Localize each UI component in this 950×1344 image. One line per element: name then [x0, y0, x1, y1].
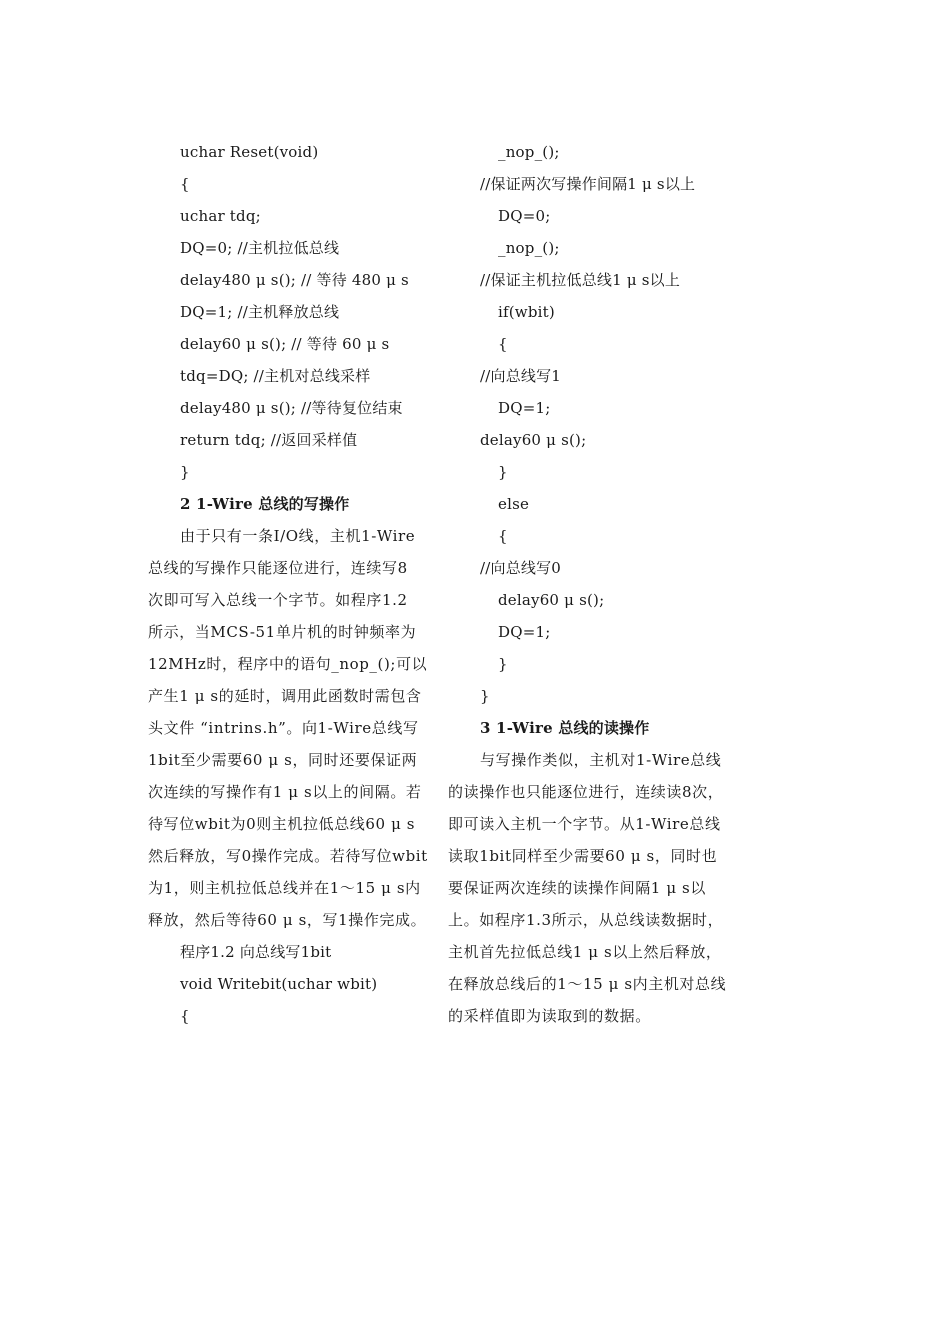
text-line: DQ=1; //主机释放总线: [180, 303, 340, 321]
text-line: {: [498, 335, 508, 353]
text-line: 为1，则主机拉低总线并在1～15 μ s内: [148, 879, 421, 897]
text-line: DQ=0;: [498, 207, 551, 225]
text-line: }: [498, 655, 508, 673]
text-line: 然后释放，写0操作完成。若待写位wbit: [148, 847, 428, 865]
text-line: //保证主机拉低总线1 μ s以上: [480, 271, 681, 289]
text-line: 产生1 μ s的延时，调用此函数时需包含: [148, 687, 422, 705]
text-line: }: [180, 463, 190, 481]
text-line: return tdq; //返回采样值: [180, 431, 358, 449]
text-line: delay60 μ s(); // 等待 60 μ s: [180, 335, 390, 353]
text-line: _nop_();: [498, 239, 560, 257]
text-line: 程序1.2 向总线写1bit: [180, 943, 332, 961]
text-line: }: [480, 687, 490, 705]
text-line: if(wbit): [498, 303, 555, 321]
text-line: delay60 μ s();: [480, 431, 587, 449]
text-line: DQ=1;: [498, 399, 551, 417]
text-line: 由于只有一条I/O线，主机1-Wire: [180, 527, 416, 545]
right-column: [448, 136, 730, 1032]
text-line: 12MHz时，程序中的语句_nop_();可以: [148, 655, 428, 673]
text-line: }: [498, 463, 508, 481]
text-line: 主机首先拉低总线1 μ s以上然后释放，: [448, 943, 722, 961]
text-line: 读取1bit同样至少需要60 μ s，同时也: [448, 847, 718, 865]
text-line: tdq=DQ; //主机对总线采样: [180, 367, 371, 385]
text-line: 在释放总线后的1～15 μ s内主机对总线: [448, 975, 727, 993]
text-line: delay480 μ s(); //等待复位结束: [180, 399, 403, 417]
text-line: else: [498, 495, 530, 513]
text-line: 释放，然后等待60 μ s，写1操作完成。: [148, 911, 427, 929]
text-line: delay60 μ s();: [498, 591, 605, 609]
text-line: //保证两次写操作间隔1 μ s以上: [480, 175, 696, 193]
text-line: {: [498, 527, 508, 545]
text-line: _nop_();: [498, 143, 560, 161]
text-line: 1bit至少需要60 μ s，同时还要保证两: [148, 751, 418, 769]
section-heading: 2 1-Wire 总线的写操作: [180, 495, 350, 513]
text-line: DQ=0; //主机拉低总线: [180, 239, 340, 257]
text-line: 与写操作类似，主机对1-Wire总线: [480, 751, 722, 769]
text-line: 次连续的写操作有1 μ s以上的间隔。若: [148, 783, 422, 801]
text-line: void Writebit(uchar wbit): [180, 975, 378, 993]
text-line: {: [180, 175, 190, 193]
section-heading: 3 1-Wire 总线的读操作: [480, 719, 650, 737]
text-line: uchar tdq;: [180, 207, 261, 225]
text-line: 的读操作也只能逐位进行，连续读8次，: [448, 783, 724, 801]
text-line: //向总线写1: [480, 367, 562, 385]
text-line: //向总线写0: [480, 559, 562, 577]
text-line: 即可读入主机一个字节。从1-Wire总线: [448, 815, 721, 833]
text-line: 要保证两次连续的读操作间隔1 μ s以: [448, 879, 706, 897]
text-line: 次即可写入总线一个字节。如程序1.2: [148, 591, 408, 609]
text-line: delay480 μ s(); // 等待 480 μ s: [180, 271, 409, 289]
left-column: [148, 136, 428, 1032]
text-line: DQ=1;: [498, 623, 551, 641]
text-line: 头文件 “intrins.h”。向1-Wire总线写: [148, 719, 419, 737]
text-line: 总线的写操作只能逐位进行，连续写8: [148, 559, 408, 577]
text-line: uchar Reset(void): [180, 143, 319, 161]
text-line: 的采样值即为读取到的数据。: [448, 1007, 651, 1025]
text-line: 上。如程序1.3所示，从总线读数据时，: [448, 911, 724, 929]
text-line: 待写位wbit为0则主机拉低总线60 μ s: [148, 815, 416, 833]
text-line: 所示，当MCS-51单片机的时钟频率为: [148, 623, 417, 641]
text-line: {: [180, 1007, 190, 1025]
